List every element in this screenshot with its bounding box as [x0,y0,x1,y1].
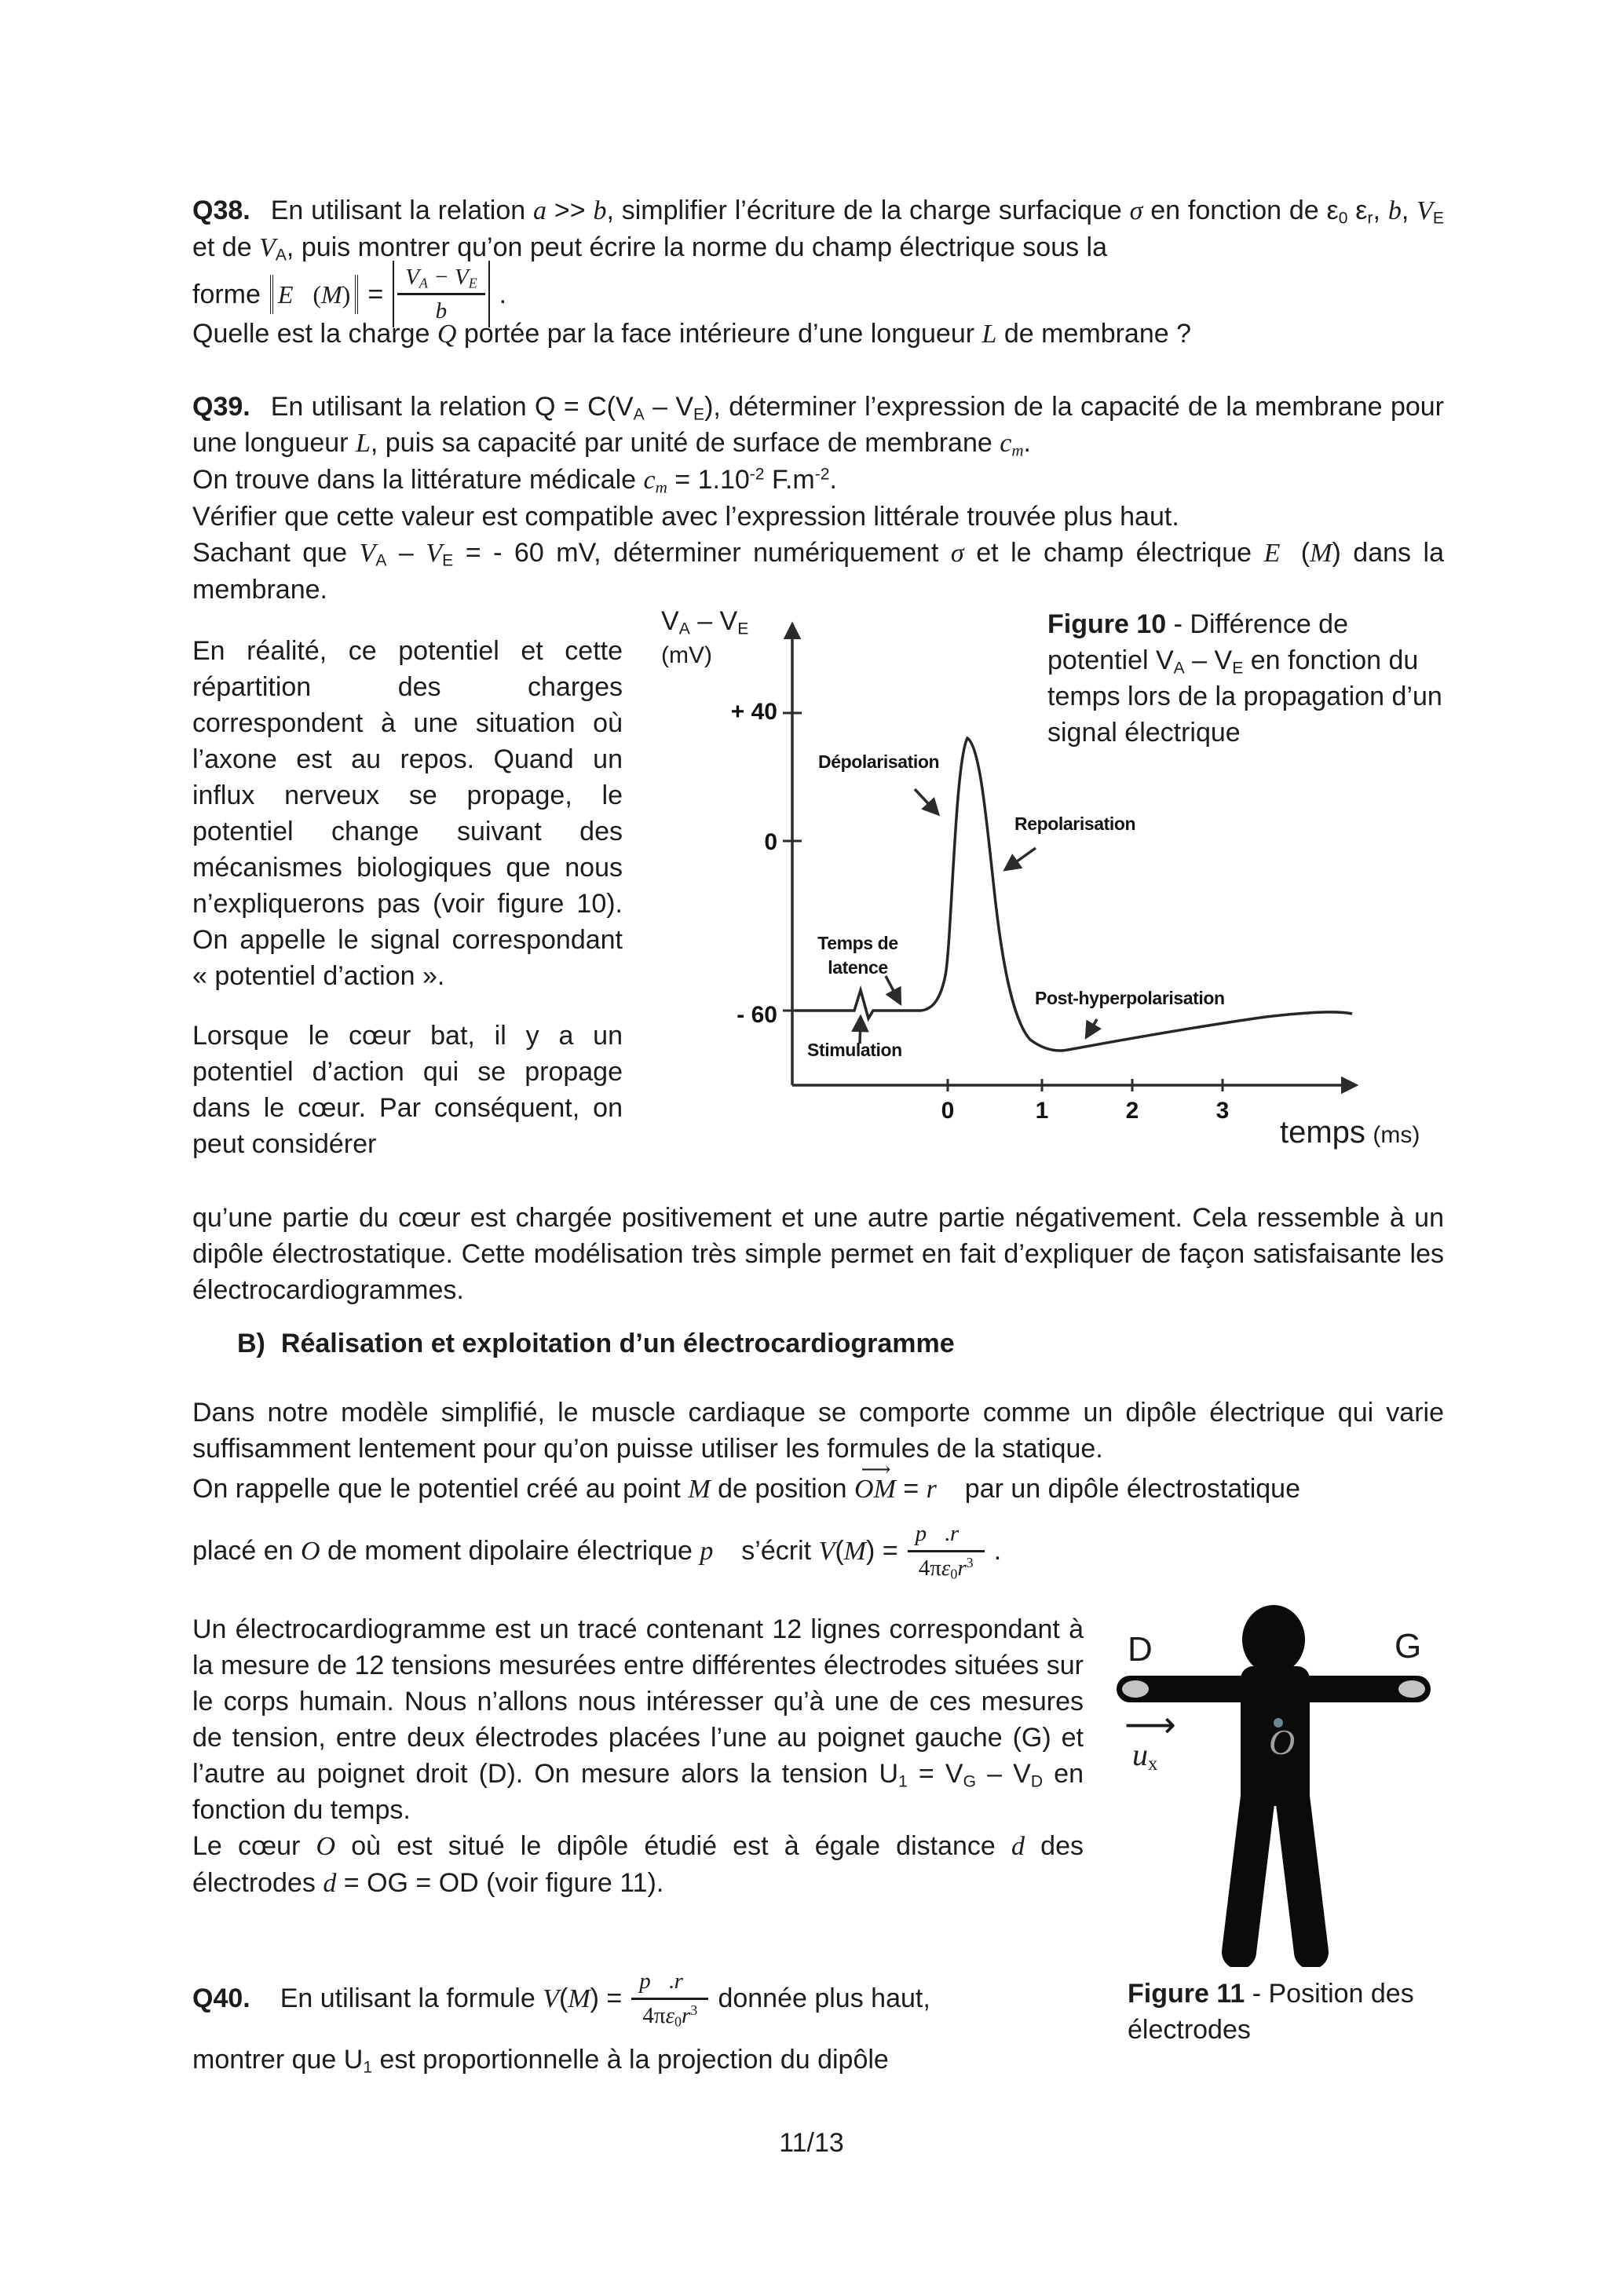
q38-paragraph [192,192,1444,266]
q40-fraction-numerator: p⃗.r⃗ [631,1968,708,1999]
electrode-right-wrist [1122,1680,1149,1698]
y-tick-plus40: + 40 [730,699,777,725]
q38-formula-prefix: forme [192,279,261,309]
modele-paragraph: Dans notre modèle simplifié, le muscle cardiaque se comporte comme un dipôle électrique qui varie suffisamment lentement pour qu’on puisse utiliser les formules de la statique. [192,1398,1444,1464]
section-b-title: Réalisation et exploitation d’un électrocardiogramme [280,1329,955,1358]
vm-formula-period: . [993,1536,1002,1566]
q40-label: Q40. [192,1983,250,2013]
ecg-paragraph-1: Un électrocardiogramme est un tracé contenant 12 lignes correspondant à la mesure de 12 tensions mesurées entre différentes électrodes situées sur le corps humain. Nous n’allons nous intéresser qu’à une de ces mesures de tension, entre deux électrodes placées l’une au poignet gauche (G) et l’autre au poignet droit (D). On mesure alors la tension $U_1 = V_G - V_D$ en fonction du temps. [192,1614,1084,1825]
ecg-paragraph-2: Le cœur O où est situé le dipôle étudié est à égale distance d des électrodes d = OG = OD (voir figure 11). [192,1831,1084,1898]
x-tick-0: 0 [941,1098,955,1124]
om-vector: ⟶ OM [854,1457,896,1504]
vm-formula-row: placé en O de moment dipolaire électrique p⃗ s’écrit V(M) = $\frac{p⃗.r⃗}{4\pi\varepsilon_0r^3}$ . [192,1521,1002,1581]
q39-label: Q39. [192,392,250,422]
ecg-column [192,1611,1084,1902]
left-leg [1239,1797,1258,1952]
y-axis-label: $V_A - V_E$ [661,606,749,638]
annotation-post-hyperpolarisation: Post-hyperpolarisation [1035,988,1225,1008]
page-number: 11/13 [779,2128,844,2158]
q40-fraction-denominator: $4\pi\varepsilon_0r^3$ [642,2002,698,2029]
arms [1117,1676,1431,1702]
x-tick-3: 3 [1215,1098,1230,1124]
dipole-potential-line: On rappelle que le potentiel créé au point M de position ⟶ OM = r⃗ par un dipôle électrostatique [192,1471,1444,1508]
ux-letters: $u_x$ [1132,1737,1158,1775]
om-vector-arrow: ⟶ [861,1457,890,1481]
continuation-paragraph: qu’une partie du cœur est chargée positivement et une autre partie négativement. Cela ressemble à un dipôle électrostatique. Cette modélisation très simple permet en fait d’expliquer de façon satisfaisante les électrocardiogrammes. [192,1203,1444,1305]
q38-question-line: Quelle est la charge Q portée par la face intérieure d’une longueur L de membrane ? [192,319,1192,349]
y-tick-0: 0 [764,829,777,855]
ux-vector-label [1124,1704,1175,1775]
equals-sign: = [367,279,384,309]
right-leg [1292,1797,1311,1952]
q39-paragraph-2: On trouve dans la littérature médicale $c_m = 1.10^{-2}$ $F.m^{-2}$. [192,465,837,497]
latence-arrow [886,976,900,1003]
q40-formula-row: Q40. En utilisant la formule V(M) = $\frac{p⃗.r⃗}{4\pi\varepsilon_0r^3}$ donnée plus haut, [192,1969,930,2029]
electrode-label-g: G [1395,1627,1422,1665]
annotation-stimulation: Stimulation [807,1040,902,1060]
q39-paragraph-4: Sachant que $V_A - V_E$ = - 60 mV, déterminer numériquement σ et le champ électrique E⃗(M) dans la membrane. [192,538,1444,605]
field-norm-expression: E⃗(M) [270,275,358,314]
aside-column [192,633,623,1162]
repolarisation-arrow [1006,848,1036,869]
annotation-repolarisation: Repolarisation [1014,813,1136,834]
ux-arrow: ⟶ [1124,1704,1175,1745]
annotation-depolarisation: Dépolarisation [818,751,940,772]
vm-fraction-numerator: p⃗.r⃗ [908,1520,985,1552]
aside-paragraph-1: En réalité, ce potentiel et cette répartition des charges correspondent à une situation où l’axone est au repos. Quand un influx nerveux se propage, le potentiel change suivant des mécanismes biologiques que nous n’expliquerons pas (voir figure 10). On appelle le signal correspondant « potentiel d’action ». [192,636,623,991]
figure10-caption: Figure 10 - Différence de potentiel $V_A - V_E$ en fonction du temps lors de la propagation d’un signal électrique [1047,609,1442,748]
depolarisation-arrow [915,789,938,813]
q40-fraction [631,1968,708,2028]
x-tick-1: 1 [1035,1098,1049,1124]
electrode-label-d: D [1128,1630,1153,1669]
q38-text: En utilisant la relation a >> b, simplifier l’écriture de la charge surfacique σ en fonction de $\varepsilon_0$ $\varepsilon_r$, b, $V_E$ et de $V_A$, puis montrer qu’on peut écrire la norme du champ électrique sous la [192,196,1444,265]
q39-paragraph-3: Vérifier que cette valeur est compatible avec l’expression littérale trouvée plus haut. [192,502,1179,532]
vm-fraction [908,1520,985,1581]
x-axis-label: temps (ms) [1280,1115,1420,1150]
annotation-temps-de-latence: Temps de latence [817,933,898,978]
q38-formula-period: . [499,279,507,309]
section-b-heading [237,1325,955,1362]
q40-paragraph-2: montrer que $U_1$ est proportionnelle à la projection du dipôle [192,2045,889,2077]
q39-block [192,389,1444,608]
aside-paragraph-2: Lorsque le cœur bat, il y a un potentiel d’action qui se propage dans le cœur. Par conséquent, on peut considérer [192,1021,623,1159]
figure11-caption: Figure 11 - Position des électrodes [1128,1979,1414,2045]
q39-paragraph-1: Q39. En utilisant la relation $Q = C(V_A - V_E)$, déterminer l’expression de la capacité de la membrane pour une longueur L, puis sa capacité par unité de surface de membrane $c_m$. [192,392,1444,460]
vm-fraction-denominator: $4\pi\varepsilon_0r^3$ [918,1554,974,1581]
q38-label: Q38. [192,196,250,225]
y-axis-unit: (mV) [661,642,712,668]
x-tick-2: 2 [1125,1098,1139,1124]
fraction-denominator: b [435,298,448,324]
x-axis-unit: (ms) [1373,1122,1420,1148]
fraction-numerator: $V_A - V_E$ [397,264,484,295]
heart-label-o: O [1269,1722,1296,1762]
electrode-left-wrist [1398,1680,1425,1698]
section-b-label: B) [237,1329,265,1358]
y-tick-minus60: - 60 [737,1002,777,1028]
head [1242,1605,1305,1674]
post-hyperpolarisation-arrow [1087,1019,1097,1036]
